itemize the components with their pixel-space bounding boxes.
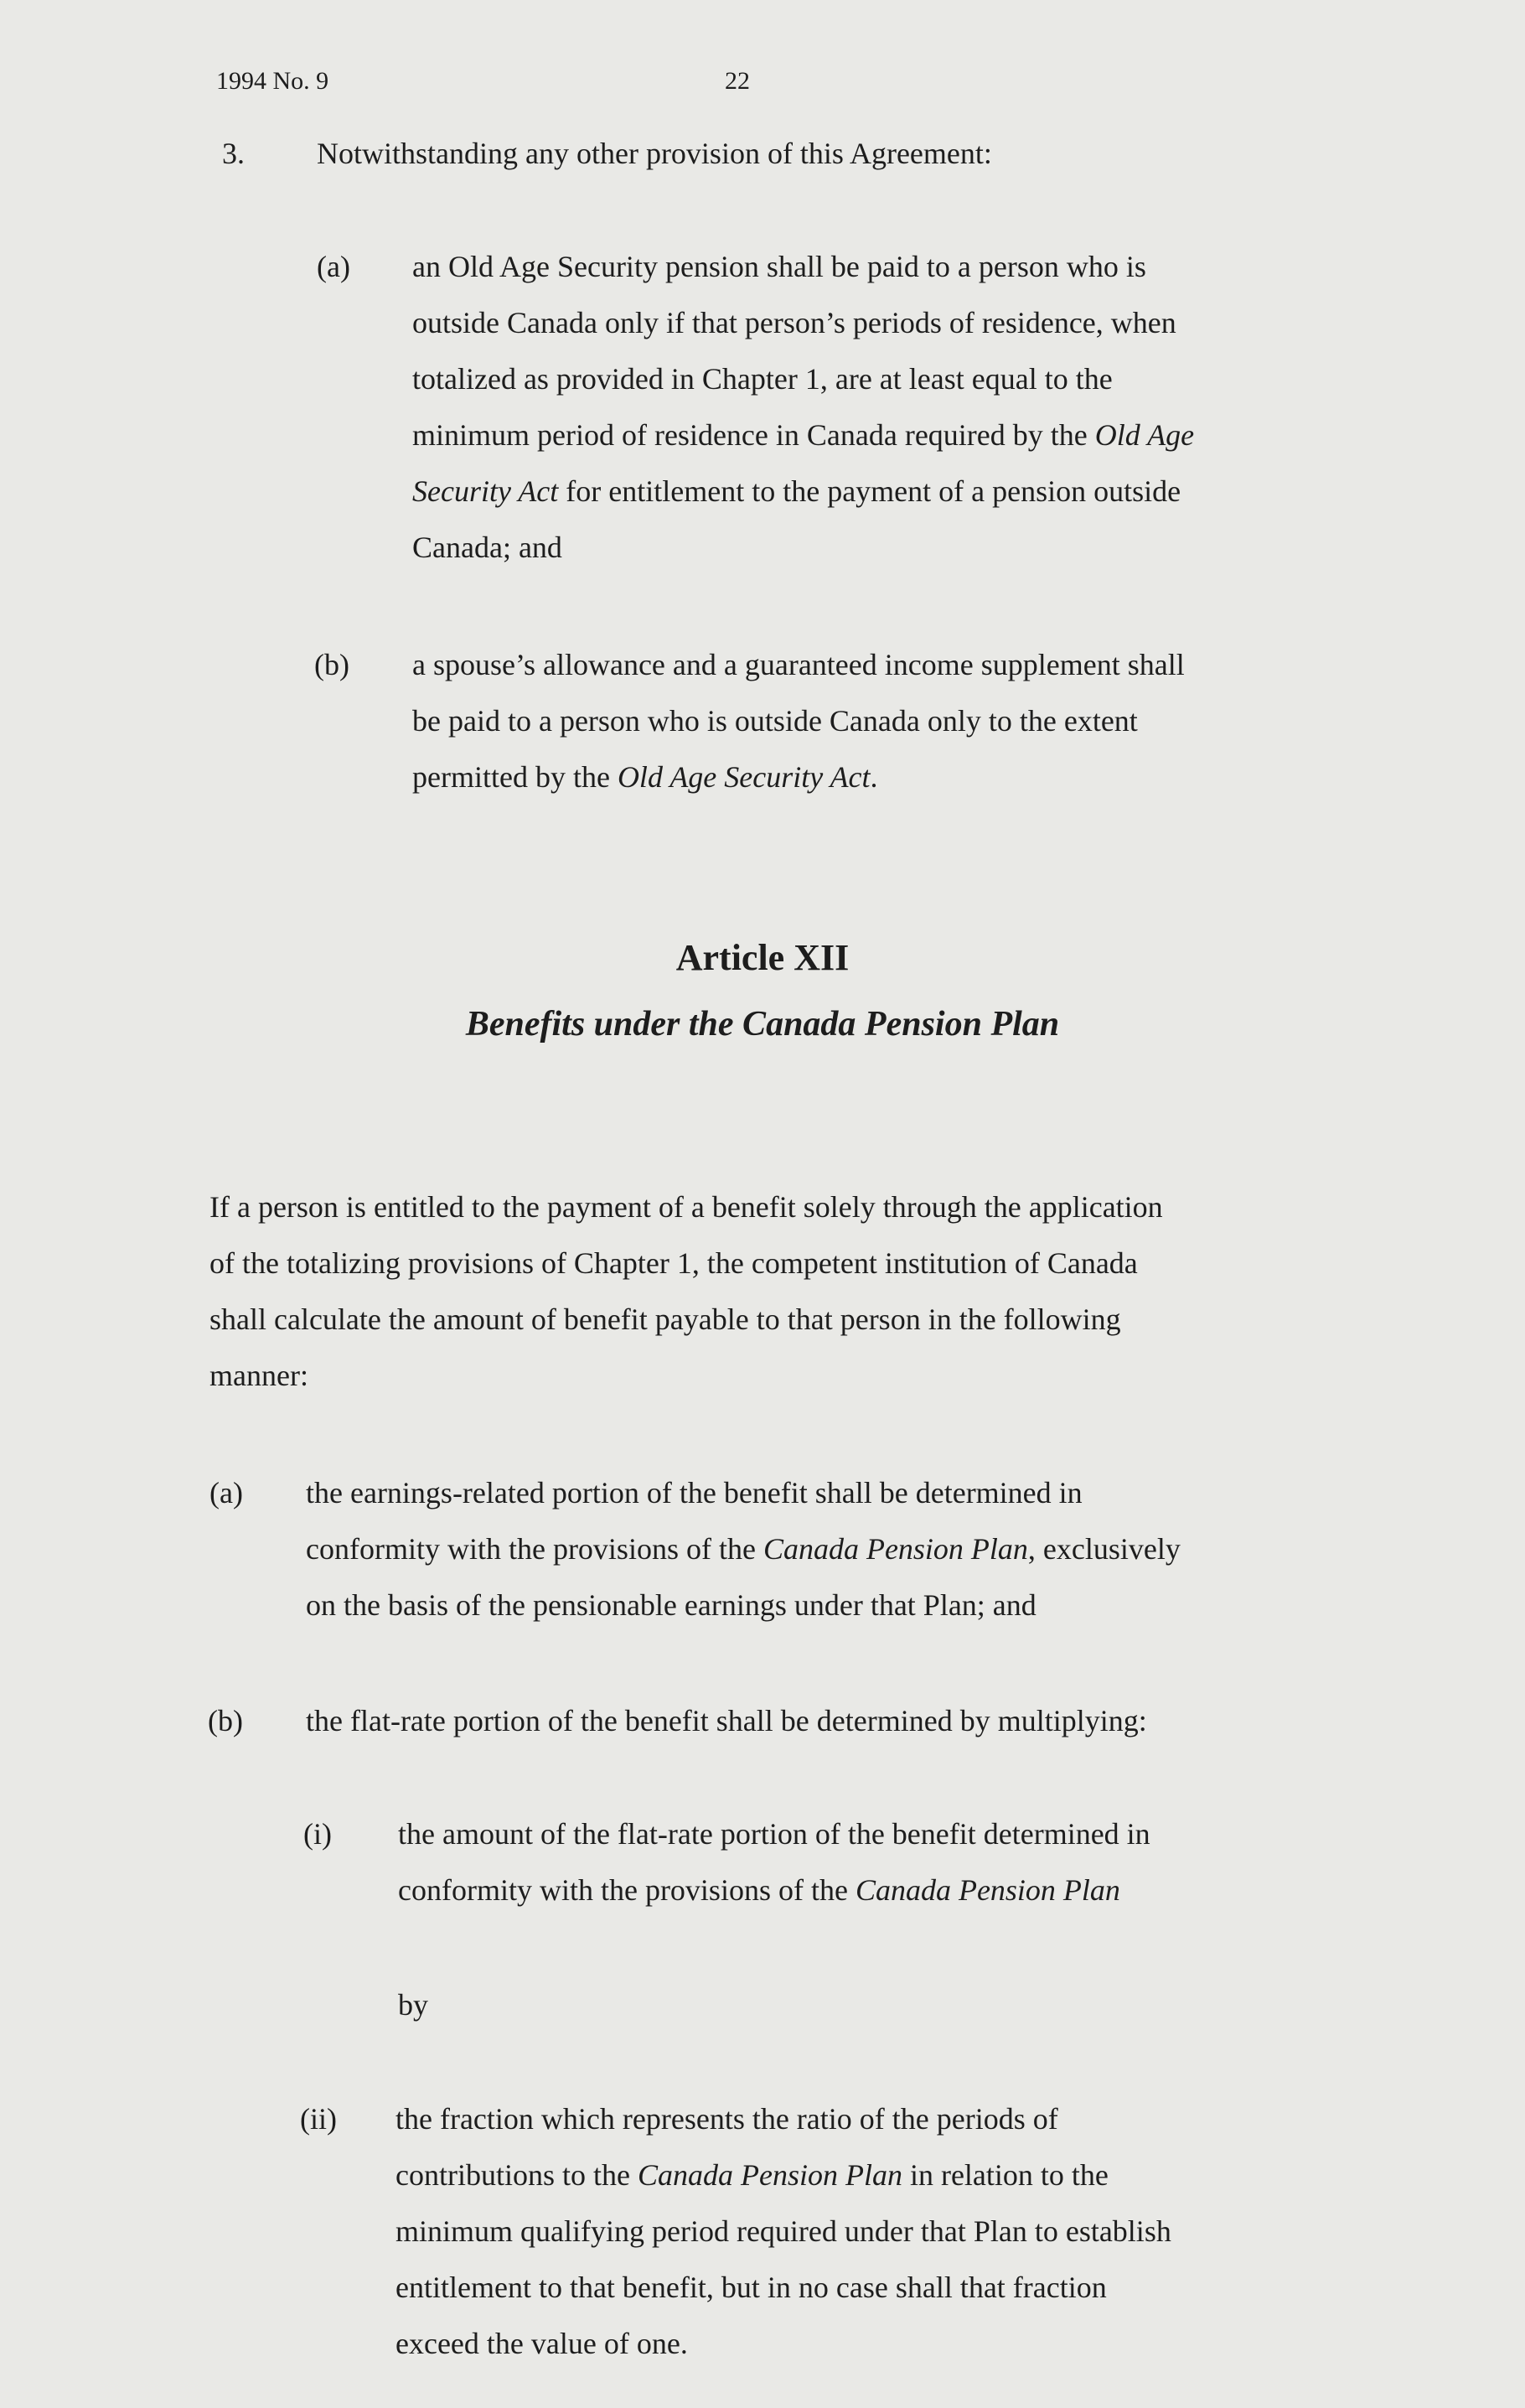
paragraph-intro: Notwithstanding any other provision of this Agreement: <box>317 137 992 170</box>
clause-b-line: the flat-rate portion of the benefit shall be determined by multiplying: <box>306 1704 1147 1737</box>
clause-label-a: (a) <box>209 1476 243 1510</box>
clause-label-b: (b) <box>314 648 349 681</box>
act-name: Old Age Security Act <box>617 760 871 794</box>
text-run: contributions to the <box>395 2158 638 2192</box>
clause-label-a: (a) <box>317 250 350 283</box>
clause-a-line: the earnings-related portion of the benefit shall be determined in <box>306 1476 1083 1510</box>
clause-a-line <box>306 1521 1181 1577</box>
article-subtitle: Benefits under the Canada Pension Plan <box>465 1005 1060 1043</box>
clause-b-line <box>412 749 878 805</box>
clause-label-b: (b) <box>208 1704 243 1737</box>
clause-a-line: on the basis of the pensionable earnings under that Plan; and <box>306 1588 1036 1622</box>
clause-a-line: Canada; and <box>412 531 562 564</box>
subclause-label-i: (i) <box>303 1817 332 1851</box>
subclause-label-ii: (ii) <box>300 2102 337 2136</box>
text-run: . <box>870 760 878 794</box>
text-run: , exclusively <box>1027 1532 1181 1566</box>
act-name: Security Act <box>412 474 559 508</box>
text-run: for entitlement to the payment of a pension outside <box>558 474 1181 508</box>
page-number: 22 <box>725 67 750 95</box>
by-connector: by <box>398 1988 428 2022</box>
intro-line: If a person is entitled to the payment of a benefit solely through the application <box>209 1190 1163 1224</box>
subclause-ii-line: exceed the value of one. <box>395 2327 688 2360</box>
subclause-i-line <box>398 1862 1120 1919</box>
clause-a-line: an Old Age Security pension shall be paid to a person who is <box>412 250 1146 283</box>
clause-a-line: totalized as provided in Chapter 1, are at least equal to the <box>412 362 1113 396</box>
intro-line: of the totalizing provisions of Chapter 1, the competent institution of Canada <box>209 1246 1138 1280</box>
text-run: permitted by the <box>412 760 618 794</box>
text-run: minimum period of residence in Canada required by the <box>412 418 1095 452</box>
act-name: Canada Pension Plan <box>762 1532 1028 1566</box>
intro-line: shall calculate the amount of benefit payable to that person in the following <box>209 1302 1121 1336</box>
subclause-ii-line: the fraction which represents the ratio of the periods of <box>395 2102 1058 2136</box>
clause-a-line <box>412 463 1181 520</box>
clause-b-line: a spouse’s allowance and a guaranteed income supplement shall <box>412 648 1185 681</box>
act-name: Canada Pension Plan <box>637 2158 902 2192</box>
intro-line: manner: <box>209 1359 308 1392</box>
act-name: Canada Pension Plan <box>855 1873 1120 1907</box>
subclause-ii-line: entitlement to that benefit, but in no case shall that fraction <box>395 2271 1107 2304</box>
subclause-ii-line: minimum qualifying period required under that Plan to establish <box>395 2214 1171 2248</box>
clause-a-line <box>412 407 1194 463</box>
text-run: conformity with the provisions of the <box>306 1532 763 1566</box>
clause-b-line: be paid to a person who is outside Canada only to the extent <box>412 704 1138 738</box>
subclause-i-line: the amount of the flat-rate portion of the benefit determined in <box>398 1817 1150 1851</box>
text-run: in relation to the <box>902 2158 1109 2192</box>
text-run: conformity with the provisions of the <box>398 1873 856 1907</box>
clause-a-line: outside Canada only if that person’s periods of residence, when <box>412 306 1176 339</box>
subclause-ii-line <box>395 2147 1109 2203</box>
act-name: Old Age <box>1094 418 1195 452</box>
article-title: Article XII <box>675 937 850 978</box>
header-citation: 1994 No. 9 <box>216 67 329 95</box>
paragraph-number: 3. <box>222 137 245 170</box>
